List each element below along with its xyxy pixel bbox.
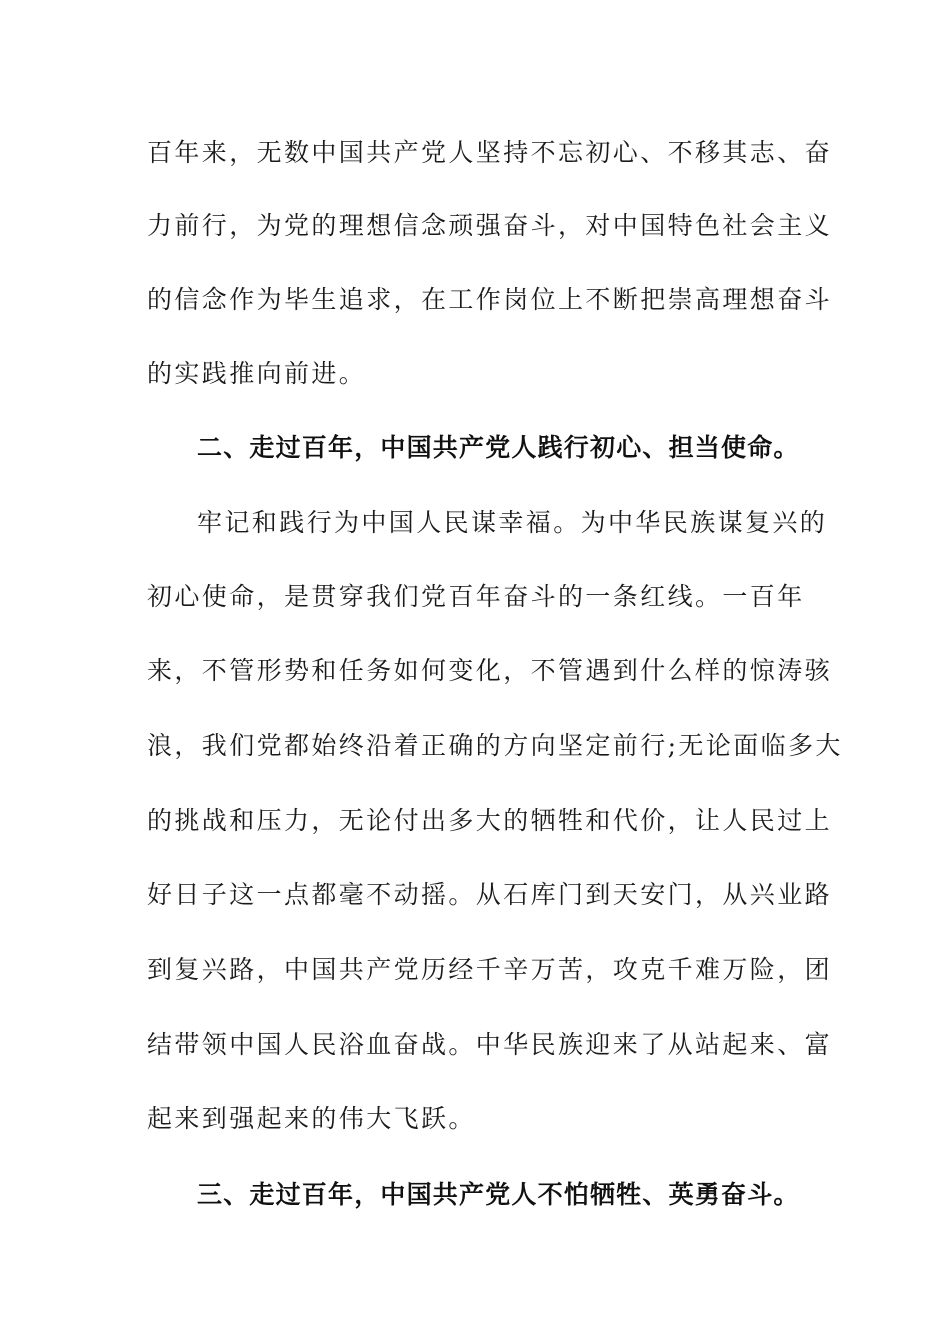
paragraph-line: 的信念作为毕生追求，在工作岗位上不断把崇高理想奋斗 — [147, 285, 833, 314]
paragraph-line: 结带领中国人民浴血奋战。中华民族迎来了从站起来、富 — [147, 1030, 833, 1059]
paragraph-line: 到复兴路，中国共产党历经千辛万苦，攻克千难万险，团 — [147, 955, 833, 984]
paragraph-line: 百年来，无数中国共产党人坚持不忘初心、不移其志、奋 — [147, 138, 833, 167]
paragraph-line: 来，不管形势和任务如何变化，不管遇到什么样的惊涛骇 — [147, 656, 833, 685]
paragraph-line: 起来到强起来的伟大飞跃。 — [147, 1104, 476, 1133]
section-heading-3: 三、走过百年，中国共产党人不怕牺牲、英勇奋斗。 — [197, 1180, 800, 1209]
paragraph-line: 牢记和践行为中国人民谋幸福。为中华民族谋复兴的 — [197, 508, 828, 537]
paragraph-line: 初心使命，是贯穿我们党百年奋斗的一条红线。一百年 — [147, 582, 805, 611]
paragraph-line: 力前行，为党的理想信念顽强奋斗，对中国特色社会主义 — [147, 211, 833, 240]
section-heading-2: 二、走过百年，中国共产党人践行初心、担当使命。 — [197, 433, 800, 462]
paragraph-line: 的实践推向前进。 — [147, 359, 367, 388]
paragraph-line: 好日子这一点都毫不动摇。从石库门到天安门，从兴业路 — [147, 880, 833, 909]
paragraph-line: 的挑战和压力，无论付出多大的牺牲和代价，让人民过上 — [147, 806, 833, 835]
paragraph-line: 浪，我们党都始终沿着正确的方向坚定前行;无论面临多大 — [147, 731, 843, 760]
